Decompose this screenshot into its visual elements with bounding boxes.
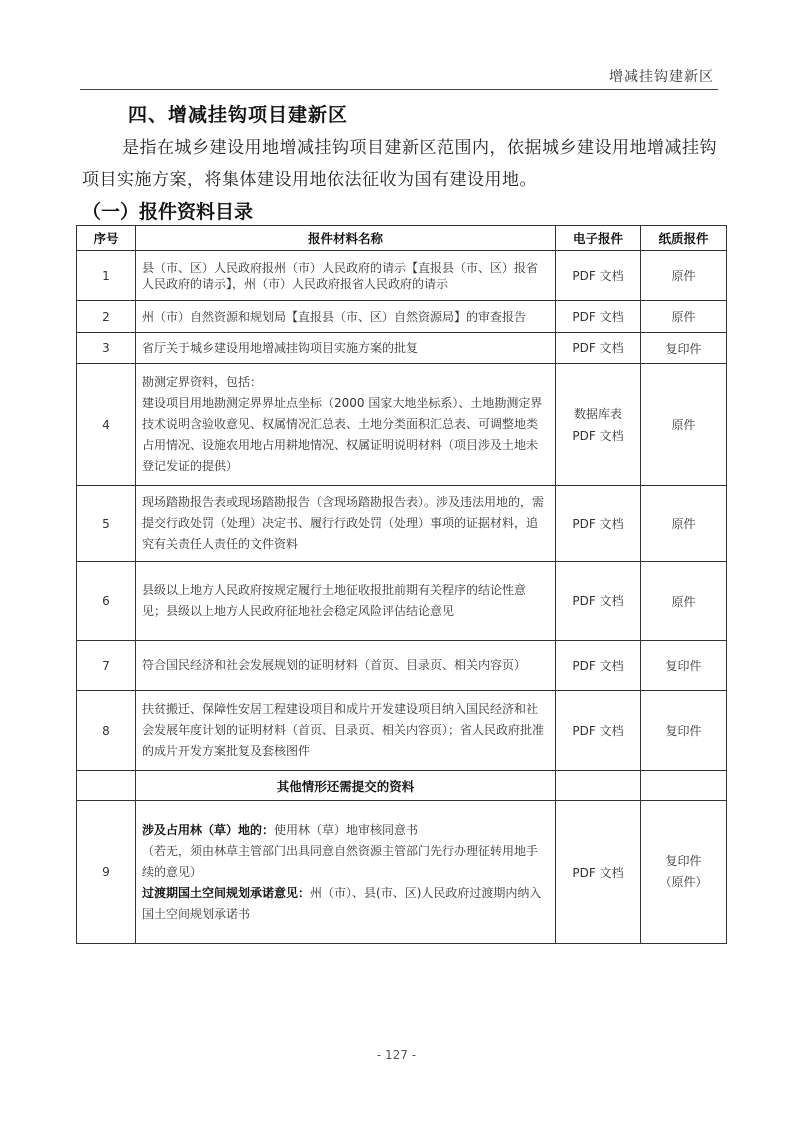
row-material: 州（市）自然资源和规划局【直报县（市、区）自然资源局】的审查报告 — [136, 301, 556, 333]
header-paper: 纸质报件 — [641, 226, 727, 251]
header-num: 序号 — [77, 226, 136, 251]
table-row — [77, 801, 727, 944]
row-num: 6 — [77, 562, 136, 641]
row9-part2: （若无，须由林草主管部门出具同意自然资源主管部门先行办理征转用地手续的意见） — [142, 843, 539, 879]
row-electronic: PDF 文档 — [556, 251, 641, 301]
row-material: 现场踏勘报告表或现场踏勘报告（含现场踏勘报告表）。涉及违法用地的，需提交行政处罚（处理）决定书、履行行政处罚（处理）事项的证据材料，追究有关责任人责任的文件资料 — [136, 486, 556, 562]
section-intro: 是指在城乡建设用地增减挂钩项目建新区范围内，依据城乡建设用地增减挂钩项目实施方案，将集体建设用地依法征收为国有建设用地。 — [82, 138, 717, 190]
row-material: 省厅关于城乡建设用地增减挂钩项目实施方案的批复 — [136, 333, 556, 364]
row-electronic: 数据库表 PDF 文档 — [556, 364, 641, 486]
page-number: - 127 - — [376, 1048, 417, 1062]
row9-part1-bold: 涉及占用林（草）地的： — [142, 822, 275, 837]
row-num: 2 — [77, 301, 136, 333]
row9-part3-text: 州（市）、县(市、区)人民政府过渡期内纳入国土空间规划承诺书 — [142, 885, 542, 921]
table-row — [77, 562, 727, 641]
row-electronic: PDF 文档 — [556, 691, 641, 771]
header-electronic: 电子报件 — [556, 226, 641, 251]
row-paper: 原件 — [641, 301, 727, 333]
other-header-row — [77, 771, 727, 801]
row-electronic: PDF 文档 — [556, 301, 641, 333]
subsection-title: （一）报件资料目录 — [82, 201, 254, 223]
table-header-row — [77, 226, 727, 251]
row-electronic: PDF 文档 — [556, 333, 641, 364]
table-row — [77, 486, 727, 562]
row-num: 3 — [77, 333, 136, 364]
row-electronic: PDF 文档 — [556, 486, 641, 562]
section-title: 四、增减挂钩项目建新区 — [128, 104, 349, 126]
table-row — [77, 691, 727, 771]
row-electronic: PDF 文档 — [556, 641, 641, 691]
table-row — [77, 364, 727, 486]
row-num: 1 — [77, 251, 136, 301]
running-header — [80, 62, 718, 90]
row-paper: 原件 — [641, 562, 727, 641]
row-material: 符合国民经济和社会发展规划的证明材料（首页、目录页、相关内容页） — [136, 641, 556, 691]
document-list-table — [76, 225, 727, 944]
row-num: 7 — [77, 641, 136, 691]
row-electronic: PDF 文档 — [556, 801, 641, 944]
row-paper: 原件 — [641, 486, 727, 562]
table-row — [77, 333, 727, 364]
table-row — [77, 301, 727, 333]
other-header: 其他情形还需提交的资料 — [136, 771, 556, 801]
row9-part1-text: 使用林（草）地审核同意书 — [274, 822, 419, 837]
table-row — [77, 251, 727, 301]
row-material: 勘测定界资料，包括： 建设项目用地勘测定界界址点坐标（2000 国家大地坐标系）、土地勘测定界技术说明含验收意见、权属情况汇总表、土地分类面积汇总表、可调整地类占用情况、设施农用地占用耕地情况、权属证明说明材料（项目涉及土地未登记发证的提供） — [136, 364, 556, 486]
row-material: 扶贫搬迁、保障性安居工程建设项目和成片开发建设项目纳入国民经济和社会发展年度计划的证明材料（首页、目录页、相关内容页）；省人民政府批准的成片开发方案批复及套核图件 — [136, 691, 556, 771]
row-paper: 原件 — [641, 364, 727, 486]
row-num: 9 — [77, 801, 136, 944]
row-num: 5 — [77, 486, 136, 562]
row-material — [136, 801, 556, 944]
row-paper: 复印件 — [641, 641, 727, 691]
table-row — [77, 641, 727, 691]
row-paper: 复印件 — [641, 691, 727, 771]
row-electronic: PDF 文档 — [556, 562, 641, 641]
header-name: 报件材料名称 — [136, 226, 556, 251]
row-material: 县（市、区）人民政府报州（市）人民政府的请示【直报县（市、区）报省人民政府的请示】，州（市）人民政府报省人民政府的请示 — [136, 251, 556, 301]
row-num: 8 — [77, 691, 136, 771]
row-paper: 原件 — [641, 251, 727, 301]
row-num: 4 — [77, 364, 136, 486]
row-paper: 复印件 — [641, 333, 727, 364]
row-material: 县级以上地方人民政府按规定履行土地征收报批前期有关程序的结论性意见；县级以上地方人民政府征地社会稳定风险评估结论意见 — [136, 562, 556, 641]
running-header-text: 增减挂钩建新区 — [609, 69, 714, 85]
row9-part3-bold: 过渡期国土空间规划承诺意见： — [142, 885, 311, 900]
row-paper: 复印件 （原件） — [641, 801, 727, 944]
